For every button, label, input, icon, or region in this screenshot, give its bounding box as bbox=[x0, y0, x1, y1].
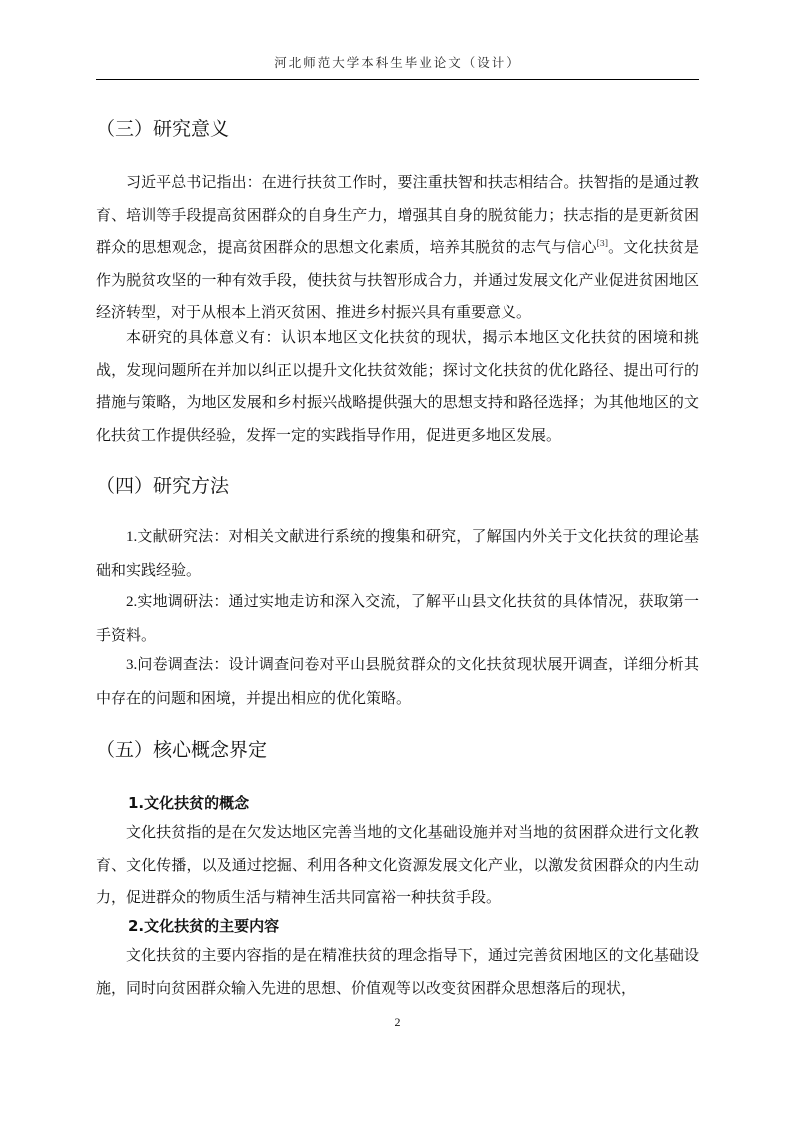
method-item-1 bbox=[96, 520, 699, 586]
paragraph-concept: 文化扶贫指的是在欠发达地区完善当地的文化基础设施并对当地的贫困群众进行文化教育、文化传播，以及通过挖掘、利用各种文化资源发展文化产业，以激发贫困群众的内生动力，促进群众的物质生活与精神生活共同富裕一种扶贫手段。 bbox=[96, 823, 699, 907]
section-heading-significance: （三）研究意义 bbox=[96, 118, 230, 140]
section-heading-methods: （四）研究方法 bbox=[96, 475, 230, 497]
paragraph-text-tail: 。文化扶贫是作为脱贫攻坚的一种有效手段，使扶贫与扶智形成合力，并通过发展文化产业促进贫困地区经济转型，对于从根本上消灭贫困、推进乡村振兴具有重要意义。 bbox=[96, 238, 699, 322]
paragraph-significance-2: 本研究的具体意义有：认识本地区文化扶贫的现状，揭示本地区文化扶贫的困境和挑战，发现问题所在并加以纠正以提升文化扶贫效能；探讨文化扶贫的优化路径、提出可行的措施与策略，为地区发展和乡村振兴战略提供强大的思想支持和路径选择；为其他地区的文化扶贫工作提供经验，发挥一定的实践指导作用，促进更多地区发展。 bbox=[96, 328, 699, 444]
paragraph-main-content: 文化扶贫的主要内容指的是在精准扶贫的理念指导下，通过完善贫困地区的文化基础设施，同时向贫困群众输入先进的思想、价值观等以改变贫困群众思想落后的现状， bbox=[96, 946, 699, 997]
method-item-2 bbox=[96, 585, 699, 651]
method-number: 3. bbox=[126, 657, 138, 673]
method-number: 1. bbox=[126, 529, 138, 545]
method-text: 问卷调查法：设计调查问卷对平山县脱贫群众的文化扶贫现状展开调查，详细分析其中存在的问题和困境，并提出相应的优化策略。 bbox=[96, 655, 699, 707]
subheading-main-content: 2.文化扶贫的主要内容 bbox=[128, 917, 280, 935]
paragraph-significance-1 bbox=[96, 166, 699, 329]
method-item-3 bbox=[96, 648, 699, 714]
section-heading-core-concepts: （五）核心概念界定 bbox=[96, 739, 268, 761]
method-text: 实地调研法：通过实地走访和深入交流，了解平山县文化扶贫的具体情况，获取第一手资料。 bbox=[96, 592, 699, 644]
method-number: 2. bbox=[126, 594, 138, 610]
header-rule bbox=[96, 79, 699, 80]
citation-ref[interactable]: [3] bbox=[596, 239, 608, 249]
method-text: 文献研究法：对相关文献进行系统的搜集和研究，了解国内外关于文化扶贫的理论基础和实践经验。 bbox=[96, 527, 699, 579]
running-header: 河北师范大学本科生毕业论文（设计） bbox=[274, 55, 521, 70]
page-number: 2 bbox=[394, 1015, 401, 1029]
subheading-concept: 1.文化扶贫的概念 bbox=[128, 794, 250, 812]
paragraph-text: 习近平总书记指出：在进行扶贫工作时，要注重扶智和扶志相结合。扶智指的是通过教育、培训等手段提高贫困群众的自身生产力，增强其自身的脱贫能力；扶志指的是更新贫困群众的思想观念，提高贫困群众的思想文化素质，培养其脱贫的志气与信心 bbox=[96, 173, 699, 257]
